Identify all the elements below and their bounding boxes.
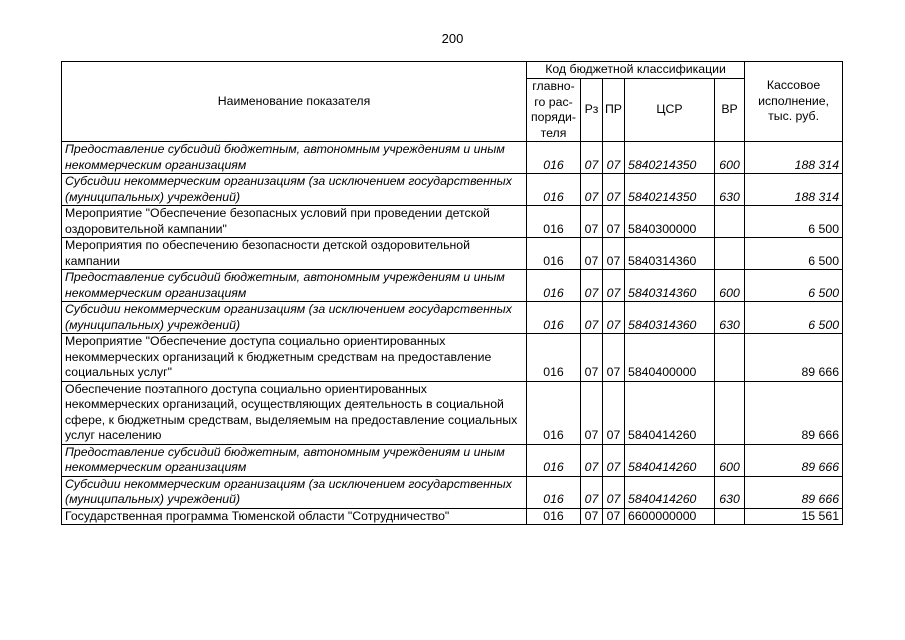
cell-vr xyxy=(715,206,745,238)
cell-csr: 6600000000 xyxy=(625,508,715,525)
cell-csr: 5840414260 xyxy=(625,476,715,508)
cell-name: Субсидии некоммерческим организациям (за исключением государственных (муниципальных) учреждений) xyxy=(62,302,527,334)
cell-amount: 89 666 xyxy=(745,381,843,444)
header-name: Наименование показателя xyxy=(62,62,527,142)
cell-vr: 600 xyxy=(715,142,745,174)
cell-csr: 5840414260 xyxy=(625,381,715,444)
cell-pr: 07 xyxy=(603,476,625,508)
table-row xyxy=(62,302,843,334)
cell-vr: 630 xyxy=(715,302,745,334)
table-row xyxy=(62,381,843,444)
cell-admin-code: 016 xyxy=(527,238,581,270)
cell-name: Мероприятия по обеспечению безопасности детской оздоровительной кампании xyxy=(62,238,527,270)
cell-admin-code: 016 xyxy=(527,444,581,476)
cell-name: Субсидии некоммерческим организациям (за исключением государственных (муниципальных) учреждений) xyxy=(62,476,527,508)
cell-rz: 07 xyxy=(581,238,603,270)
cell-admin-code: 016 xyxy=(527,508,581,525)
cell-vr xyxy=(715,508,745,525)
header-vr: ВР xyxy=(715,79,745,142)
cell-csr: 5840214350 xyxy=(625,174,715,206)
cell-rz: 07 xyxy=(581,206,603,238)
cell-amount: 89 666 xyxy=(745,444,843,476)
cell-amount: 6 500 xyxy=(745,206,843,238)
header-code-group: Код бюджетной классификации xyxy=(527,62,745,79)
cell-rz: 07 xyxy=(581,270,603,302)
header-pr: ПР xyxy=(603,79,625,142)
table-header xyxy=(62,62,843,142)
cell-vr xyxy=(715,238,745,270)
cell-amount: 6 500 xyxy=(745,302,843,334)
cell-admin-code: 016 xyxy=(527,142,581,174)
header-rz: Рз xyxy=(581,79,603,142)
cell-name: Предоставление субсидий бюджетным, автономным учреждениям и иным некоммерческим организациям xyxy=(62,444,527,476)
cell-vr: 630 xyxy=(715,476,745,508)
cell-vr: 600 xyxy=(715,444,745,476)
header-admin: главно-го рас-поряди-теля xyxy=(527,79,581,142)
cell-admin-code: 016 xyxy=(527,270,581,302)
cell-csr: 5840400000 xyxy=(625,334,715,382)
table-row xyxy=(62,174,843,206)
cell-csr: 5840314360 xyxy=(625,238,715,270)
cell-vr xyxy=(715,334,745,382)
cell-vr xyxy=(715,381,745,444)
cell-rz: 07 xyxy=(581,334,603,382)
cell-name: Предоставление субсидий бюджетным, автономным учреждениям и иным некоммерческим организациям xyxy=(62,270,527,302)
cell-admin-code: 016 xyxy=(527,206,581,238)
cell-amount: 6 500 xyxy=(745,270,843,302)
table-row xyxy=(62,270,843,302)
table-row xyxy=(62,476,843,508)
cell-pr: 07 xyxy=(603,142,625,174)
cell-csr: 5840314360 xyxy=(625,302,715,334)
cell-amount: 89 666 xyxy=(745,476,843,508)
cell-amount: 15 561 xyxy=(745,508,843,525)
cell-amount: 188 314 xyxy=(745,142,843,174)
budget-table xyxy=(61,61,843,525)
table-row xyxy=(62,206,843,238)
cell-rz: 07 xyxy=(581,302,603,334)
cell-pr: 07 xyxy=(603,381,625,444)
cell-csr: 5840414260 xyxy=(625,444,715,476)
cell-csr: 5840214350 xyxy=(625,142,715,174)
header-amount: Кассовое исполнение, тыс. руб. xyxy=(745,62,843,142)
cell-pr: 07 xyxy=(603,508,625,525)
table-row xyxy=(62,508,843,525)
cell-name: Субсидии некоммерческим организациям (за исключением государственных (муниципальных) учреждений) xyxy=(62,174,527,206)
cell-pr: 07 xyxy=(603,334,625,382)
cell-rz: 07 xyxy=(581,381,603,444)
cell-rz: 07 xyxy=(581,142,603,174)
cell-rz: 07 xyxy=(581,174,603,206)
cell-name: Мероприятие "Обеспечение безопасных условий при проведении детской оздоровительной кампании" xyxy=(62,206,527,238)
cell-name: Предоставление субсидий бюджетным, автономным учреждениям и иным некоммерческим организациям xyxy=(62,142,527,174)
cell-csr: 5840300000 xyxy=(625,206,715,238)
cell-admin-code: 016 xyxy=(527,334,581,382)
cell-rz: 07 xyxy=(581,476,603,508)
cell-csr: 5840314360 xyxy=(625,270,715,302)
cell-name: Государственная программа Тюменской области "Сотрудничество" xyxy=(62,508,527,525)
cell-admin-code: 016 xyxy=(527,476,581,508)
page-number: 200 xyxy=(441,31,464,46)
table-row xyxy=(62,444,843,476)
cell-admin-code: 016 xyxy=(527,302,581,334)
cell-name: Обеспечение поэтапного доступа социально ориентированных некоммерческих организаций, осуществляющих деятельность в социальной сфере, к бюджетным средствам, выделяемым на предоставление социальных услуг населению xyxy=(62,381,527,444)
table-row xyxy=(62,238,843,270)
cell-amount: 89 666 xyxy=(745,334,843,382)
cell-amount: 188 314 xyxy=(745,174,843,206)
header-csr: ЦСР xyxy=(625,79,715,142)
cell-rz: 07 xyxy=(581,508,603,525)
cell-admin-code: 016 xyxy=(527,381,581,444)
cell-pr: 07 xyxy=(603,270,625,302)
cell-pr: 07 xyxy=(603,444,625,476)
cell-amount: 6 500 xyxy=(745,238,843,270)
cell-rz: 07 xyxy=(581,444,603,476)
table-row xyxy=(62,142,843,174)
cell-pr: 07 xyxy=(603,206,625,238)
cell-name: Мероприятие "Обеспечение доступа социально ориентированных некоммерческих организаций к бюджетным средствам на предоставление социальных услуг" xyxy=(62,334,527,382)
cell-vr: 630 xyxy=(715,174,745,206)
cell-admin-code: 016 xyxy=(527,174,581,206)
cell-pr: 07 xyxy=(603,302,625,334)
table-body xyxy=(62,142,843,525)
cell-vr: 600 xyxy=(715,270,745,302)
table-row xyxy=(62,334,843,382)
cell-pr: 07 xyxy=(603,174,625,206)
cell-pr: 07 xyxy=(603,238,625,270)
